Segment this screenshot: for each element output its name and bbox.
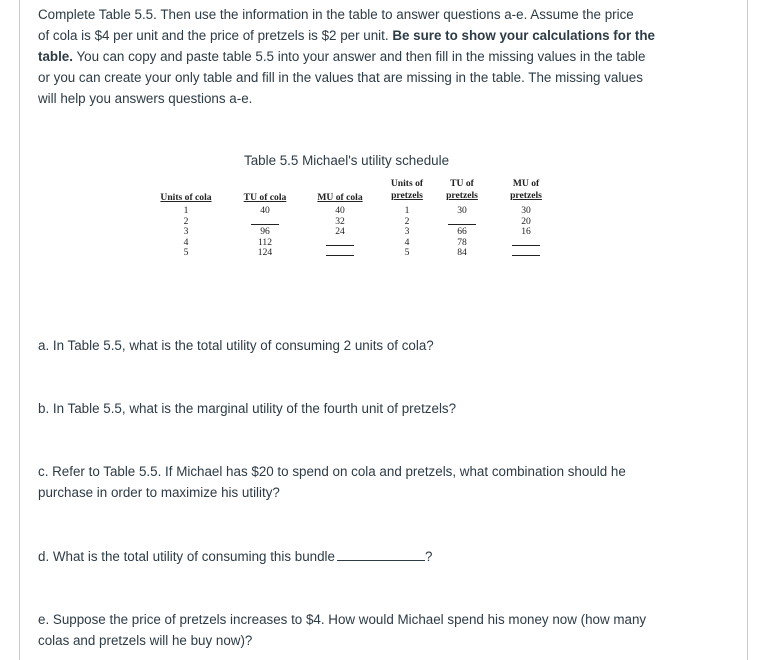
missing-value-blank: [308, 248, 372, 259]
table-cell: 112: [257, 236, 273, 248]
table-cell: 78: [457, 236, 467, 248]
instructions-paragraph: [38, 4, 678, 109]
header-text: pretzels: [510, 190, 542, 201]
table-column-values: [434, 206, 490, 259]
table-cell: 30: [521, 205, 531, 216]
table-cell: 32: [335, 215, 345, 227]
table-cell: 5: [183, 247, 189, 259]
header-text: MU of: [512, 178, 540, 189]
table-cell: 3: [404, 226, 410, 238]
table-column-values: [234, 206, 296, 259]
question-e-line-2: colas and pretzels will he buy now)?: [38, 633, 253, 648]
table-column-values: [382, 206, 432, 259]
question-d-text: d. What is the total utility of consuming this bundle: [38, 549, 335, 564]
header-text: pretzels: [391, 190, 423, 201]
answer-blank: [337, 548, 425, 561]
header-text: TU of cola: [243, 192, 287, 203]
question-e-line-1: e. Suppose the price of pretzels increases to $4. How would Michael spend his money now (how many: [38, 612, 647, 627]
blank-line: [448, 217, 476, 225]
intro-line-3-text: You can copy and paste table 5.5 into your answer and then fill in the missing values in the table: [72, 49, 646, 64]
blank-line: [251, 217, 279, 225]
table-cell: 30: [457, 205, 467, 216]
table-cell: 84: [457, 247, 467, 259]
question-a: a. In Table 5.5, what is the total utility of consuming 2 units of cola?: [38, 338, 434, 353]
header-text: TU of: [450, 178, 474, 189]
intro-line-5: will help you answers questions a-e.: [38, 91, 253, 106]
header-text: MU of cola: [317, 192, 363, 203]
table-cell: 2: [404, 215, 410, 227]
header-text: Units of: [390, 178, 424, 189]
question-d: [38, 546, 688, 567]
table-cell: 5: [404, 247, 410, 259]
missing-value-blank: [500, 238, 552, 249]
intro-line-4: or you can create your only table and fill in the values that are missing in the table. The missing values: [38, 70, 643, 85]
table-cell: 40: [260, 205, 270, 216]
table-cell: 96: [260, 226, 270, 238]
header-text: Units of cola: [160, 192, 212, 203]
missing-value-blank: [308, 238, 372, 249]
blank-line: [512, 238, 540, 246]
blank-line: [326, 238, 354, 246]
question-b: b. In Table 5.5, what is the marginal utility of the fourth unit of pretzels?: [38, 401, 457, 416]
question-d-end: ?: [424, 549, 433, 564]
intro-line-2-bold: Be sure to show your calculations for the: [392, 28, 655, 43]
missing-value-blank: [500, 248, 552, 259]
intro-line-3-bold: table.: [38, 49, 73, 64]
table-column-values: [308, 206, 372, 259]
utility-table: [150, 178, 560, 278]
question-c: [38, 461, 688, 503]
table-cell: 66: [457, 226, 467, 238]
table-cell: 124: [257, 247, 273, 259]
table-cell: 1: [183, 205, 189, 216]
table-cell: 40: [335, 205, 345, 216]
table-cell: 2: [183, 215, 189, 227]
intro-line-2-text: of cola is $4 per unit and the price of pretzels is $2 per unit.: [38, 28, 393, 43]
blank-line: [512, 248, 540, 256]
question-c-line-1: c. Refer to Table 5.5. If Michael has $20 to spend on cola and pretzels, what combination should he: [38, 464, 626, 479]
table-cell: 3: [183, 226, 189, 238]
question-e: [38, 609, 688, 651]
blank-line: [326, 248, 354, 256]
intro-line-1: Complete Table 5.5. Then use the information in the table to answer questions a-e. Assume the price: [38, 7, 634, 22]
table-cell: 4: [183, 236, 189, 248]
table-column-values: [500, 206, 552, 259]
table-column-values: [150, 206, 222, 259]
question-c-line-2: purchase in order to maximize his utility?: [38, 485, 280, 500]
table-cell: 16: [521, 226, 531, 238]
table-title: Table 5.5 Michael's utility schedule: [244, 153, 450, 168]
table-cell: 20: [521, 215, 531, 227]
header-text: pretzels: [446, 190, 478, 201]
table-cell: 1: [404, 205, 410, 216]
intro-line-3: [38, 46, 678, 67]
table-cell: 4: [404, 236, 410, 248]
intro-line-2: [38, 25, 678, 46]
table-cell: 24: [335, 226, 345, 238]
